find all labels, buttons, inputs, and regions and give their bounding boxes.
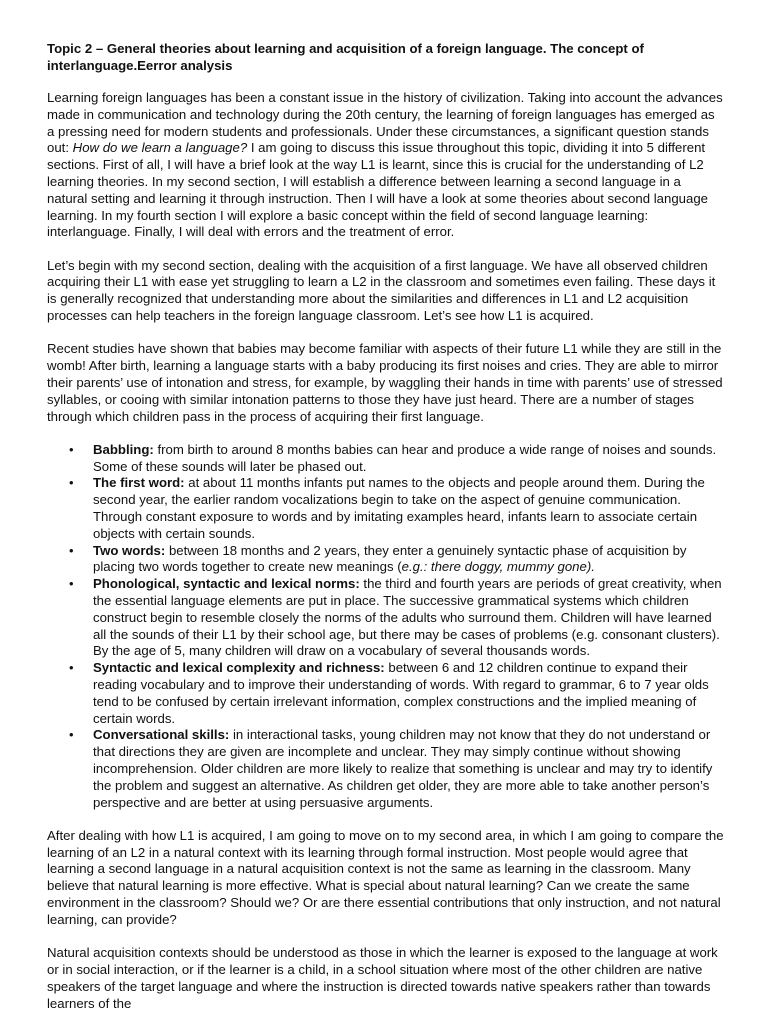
natural-vs-instruction-paragraph: After dealing with how L1 is acquired, I am going to move on to my second area, in which I am going to compare the learning of an L2 in a natural context with its learning through formal instruction. Most people would agree that learning a second language in a natural acquisition context is not the same as learning in the classroom. Many believe that natural learning is more effective. What is special about natural learning? Can we create the same environment in the classroom? Should we? Or are there essential contributions that only instruction, and not natural learning, can provide? <box>47 827 724 927</box>
bullet-icon: • <box>69 576 74 592</box>
acquisition-stages-list <box>47 442 724 812</box>
stage-term: The first word: <box>93 475 185 491</box>
bullet-icon: • <box>69 542 74 558</box>
l1-acquisition-paragraph: Let’s begin with my second section, dealing with the acquisition of a first language. We have all observed children acquiring their L1 with ease yet struggling to learn a L2 in the classroom and sometimes even failing. These days it is generally recognized that understanding more about the similarities and differences in L1 and L2 acquisition processes can help teachers in the foreign language classroom. Let’s see how L1 is acquired. <box>47 257 716 324</box>
stage-text: in interactional tasks, young children may not know that they do not understand or that directions they are given are incomplete and unclear. They may simply continue without showing incomprehension. Older children are more likely to realize that something is unclear and may try to identify the problem and suggest an alternative. As children get older, they are more able to take another person’s perspective and are better at using persuasive arguments. <box>93 727 713 810</box>
stage-text: at about 11 months infants put names to the objects and people around them. During the second year, the earlier random vocalizations begin to take on the aspect of genuine communication. Through constant exposure to words and by imitating examples heard, infants learn to associate certain objects with certain sounds. <box>93 475 705 541</box>
intro-question: How do we learn a language? <box>72 140 248 156</box>
stage-text: between 6 and 12 children continue to expand their reading vocabulary and to improve their understanding of words. With regard to grammar, 6 to 7 year olds tend to be confused by certain irrelevant information, complex constructions and the implied meaning of certain words. <box>93 660 709 726</box>
intro-text-part1: Learning foreign languages has been a constant issue in the history of civilization. Taking into account the advances made in communication and technology during the 20th century, the learning of foreign languages has emerged as a pressing need for modern students and professionals. Under these circumstances, a significant question stands out: <box>47 90 723 156</box>
stage-term: Two words: <box>93 542 166 558</box>
list-item <box>47 442 724 476</box>
natural-acquisition-paragraph: Natural acquisition contexts should be understood as those in which the learner is exposed to the language at work or in social interaction, or if the learner is a child, in a school situation where most of the other children are native speakers of the target language and where the instruction is directed towards native speakers rather than towards learners of the <box>47 945 718 1011</box>
stage-text: the third and fourth years are periods of great creativity, when the essential language elements are put in place. The successive grammatical systems which children construct begin to resemble closely the norms of the adults who surround them. Children will have learned all the sounds of their L1 by their school age, but there may be cases of problems (e.g. consonant clusters). By the age of 5, many children will draw on a vocabulary of several thousands words. <box>93 576 722 659</box>
bullet-icon: • <box>69 441 74 457</box>
stage-example: e.g.: there doggy, mummy gone). <box>401 559 595 575</box>
list-item <box>47 543 724 577</box>
intro-paragraph <box>47 90 724 241</box>
list-item <box>47 660 724 727</box>
list-item <box>47 475 724 542</box>
stage-text: between 18 months and 2 years, they enter a genuinely syntactic phase of acquisition by placing two words together to create new meanings ( <box>93 542 687 575</box>
bullet-icon: • <box>69 727 74 743</box>
womb-paragraph: Recent studies have shown that babies may become familiar with aspects of their future L1 while they are still in the womb! After birth, learning a language starts with a baby producing its first noises and cries. They are able to mirror their parents’ use of intonation and stress, for example, by waggling their hands in time with parents’ use of stressed syllables, or cooing with similar intonation patterns to those they have just heard. There are a number of stages through which children pass in the process of acquiring their first language. <box>47 341 723 424</box>
bullet-icon: • <box>69 475 74 491</box>
stage-term: Conversational skills: <box>93 727 230 743</box>
stage-term: Babbling: <box>93 441 154 457</box>
stage-term: Syntactic and lexical complexity and richness: <box>93 660 385 676</box>
bullet-icon: • <box>69 660 74 676</box>
list-item <box>47 727 724 811</box>
document-title: Topic 2 – General theories about learning and acquisition of a foreign language. The concept of interlanguage.Eerror analysis <box>47 41 644 73</box>
stage-text: from birth to around 8 months babies can hear and produce a wide range of noises and sounds. Some of these sounds will later be phased out. <box>93 441 717 474</box>
intro-text-part2: I am going to discuss this issue throughout this topic, dividing it into 5 different sections. First of all, I will have a brief look at the way L1 is learnt, since this is crucial for the understanding of L2 learning theories. In my second section, I will establish a difference between learning a second language in a natural setting and learning it through instruction. Then I will have a look at some theories about second language learning. In my fourth section I will explore a basic concept within the field of second language learning: interlanguage. Finally, I will deal with errors and the treatment of error. <box>47 140 709 240</box>
stage-term: Phonological, syntactic and lexical norms: <box>93 576 360 592</box>
list-item <box>47 576 724 660</box>
